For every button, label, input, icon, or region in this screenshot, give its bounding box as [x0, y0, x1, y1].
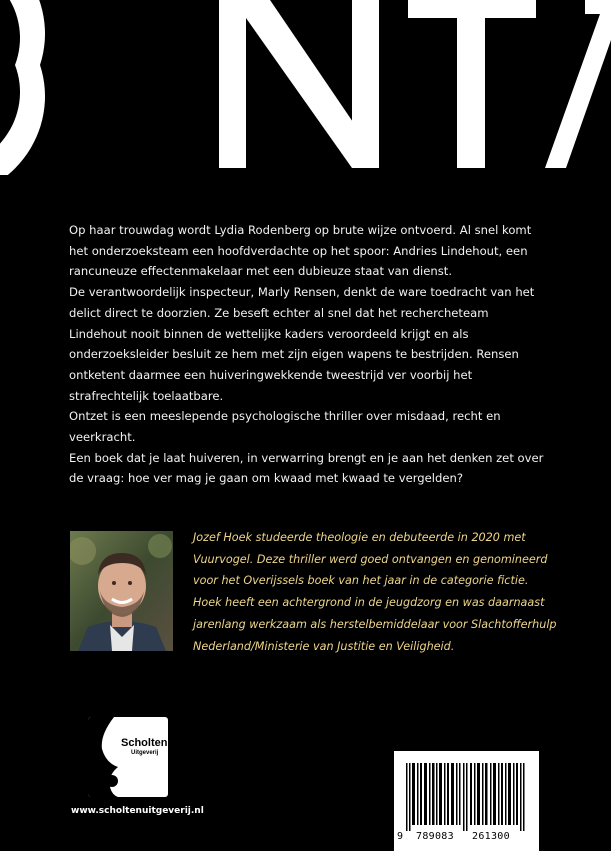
letter-o — [0, 0, 45, 175]
publisher-name: Scholten — [121, 737, 168, 749]
blurb-paragraph-2: De verantwoordelijk inspecteur, Marly Rensen, denkt de ware toedracht van het delict direct te doorzien. Ze beseft echter al snel dat het rechercheteam Lindehout nooit binnen de wettelijke kaders veroordeeld krijgt en als onderzoeksleider besluit ze hem met zijn eigen wapens te bestrijden. Rensen ontketent daarmee een huiveringwekkende tweestrijd ver voorbij het strafrechtelijk toelaatbare. — [69, 285, 535, 403]
author-photo — [70, 531, 173, 651]
letter-n-right — [352, 0, 379, 168]
barcode-digit-group2: 261300 — [472, 831, 510, 842]
blurb-paragraph-1: Op haar trouwdag wordt Lydia Rodenberg op brute wijze ontvoerd. Al snel komt het onderzoeksteam een hoofdverdachte op het spoor: Andries Lindehout, een rancuneuze effectenmakelaar met een dubieuze staat van dienst. — [69, 223, 532, 279]
isbn-barcode — [394, 751, 539, 851]
barcode-digit-group1: 789083 — [416, 831, 454, 842]
blurb-paragraph-3: Ontzet is een meeslepende psychologische thriller over misdaad, recht en veerkracht. — [69, 409, 501, 445]
letter-z — [545, 0, 611, 168]
publisher-logo — [88, 717, 168, 797]
title-letters — [0, 0, 611, 175]
publisher-subtitle: Uitgeverij — [131, 750, 159, 756]
letter-n-left — [219, 0, 246, 168]
letter-t-stem — [457, 0, 485, 168]
barcode-digit-lead: 9 — [397, 831, 404, 842]
barcode-bars — [394, 751, 539, 831]
title-fragment — [0, 0, 611, 175]
blurb-paragraph-4: Een boek dat je laat huiveren, in verwarring brengt en je aan het denken zet over de vraag: hoe ver mag je gaan om kwaad met kwaad te vergelden? — [69, 450, 544, 486]
publisher-url[interactable]: www.scholtenuitgeverij.nl — [71, 806, 204, 816]
author-bio: Jozef Hoek studeerde theologie en debuteerde in 2020 met Vuurvogel. Deze thriller werd goed ontvangen en genomineerd voor het Overijssels boek van het jaar in de categorie fictie. Hoek heeft een achtergrond in de jeugdzorg en was daarnaast jarenlang werkzaam als herstelbemiddelaar voor Slachtofferhulp Nederland/Ministerie van Justitie en Veiligheid. — [193, 531, 557, 653]
back-cover-blurb — [69, 220, 549, 489]
